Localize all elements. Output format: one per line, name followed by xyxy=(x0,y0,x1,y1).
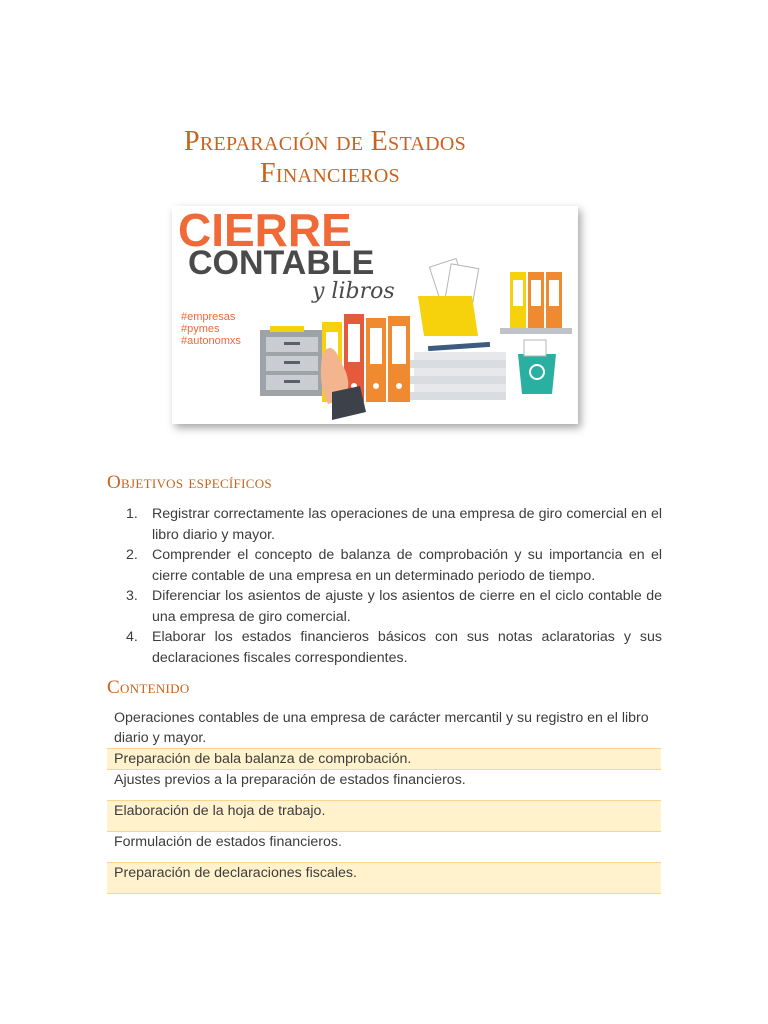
pen-icon xyxy=(428,342,490,351)
content-table xyxy=(107,706,661,894)
objective-item xyxy=(120,504,662,545)
objective-item xyxy=(120,586,662,627)
banner-tag-2: #pymes xyxy=(181,323,220,335)
cierre-contable-banner xyxy=(172,206,578,424)
content-row xyxy=(107,801,661,832)
banner-illustration xyxy=(172,206,578,424)
content-row xyxy=(107,749,661,770)
objective-number: 1. xyxy=(126,506,138,522)
objective-text: Diferenciar los asientos de ajuste y los asientos de cierre en el ciclo contable de una empresa de giro comercial. xyxy=(152,588,662,625)
filing-cabinet-icon xyxy=(260,326,324,396)
title-line-1: Preparación de Estados xyxy=(183,126,467,157)
content-cell: Preparación de declaraciones fiscales. xyxy=(107,863,661,894)
banner-word-libros: y libros xyxy=(312,279,395,304)
objectives-list xyxy=(120,504,662,668)
content-cell: Preparación de bala balanza de comprobación. xyxy=(107,749,661,770)
objective-text: Elaborar los estados financieros básicos con sus notas aclaratorias y sus declaraciones fiscales correspondientes. xyxy=(152,629,662,666)
objective-text: Registrar correctamente las operaciones de una empresa de giro comercial en el libro diario y mayor. xyxy=(152,506,662,543)
objective-item xyxy=(120,627,662,668)
recycle-bin-icon xyxy=(518,340,556,394)
objective-item xyxy=(120,545,662,586)
objectives-heading: Objetivos específicos xyxy=(107,472,272,493)
content-heading: Contenido xyxy=(107,677,190,698)
folder-icon xyxy=(418,259,479,336)
banner-tag-3: #autonomxs xyxy=(181,335,241,347)
content-row xyxy=(107,706,661,749)
banner-word-cierre: CIERRE xyxy=(178,206,352,256)
objective-number: 4. xyxy=(126,629,138,645)
title-line-2: Financieros xyxy=(260,158,400,189)
shelf-binders-icon xyxy=(500,272,572,334)
banner-word-contable: CONTABLE xyxy=(188,244,375,282)
paper-stack-icon xyxy=(410,352,506,400)
content-cell: Formulación de estados financieros. xyxy=(114,834,342,850)
content-cell: Ajustes previos a la preparación de estados financieros. xyxy=(114,772,466,788)
content-row xyxy=(107,770,661,801)
objective-number: 3. xyxy=(126,588,138,604)
objective-text: Comprender el concepto de balanza de comprobación y su importancia en el cierre contable de una empresa en un determinado periodo de tiempo. xyxy=(152,547,662,584)
content-cell: Operaciones contables de una empresa de carácter mercantil y su registro en el libro diario y mayor. xyxy=(114,710,649,746)
banner-tag-1: #empresas xyxy=(181,311,236,323)
content-cell: Elaboración de la hoja de trabajo. xyxy=(107,801,661,832)
content-row xyxy=(107,832,661,863)
objective-number: 2. xyxy=(126,547,138,563)
document-title xyxy=(0,126,650,190)
content-row xyxy=(107,863,661,894)
